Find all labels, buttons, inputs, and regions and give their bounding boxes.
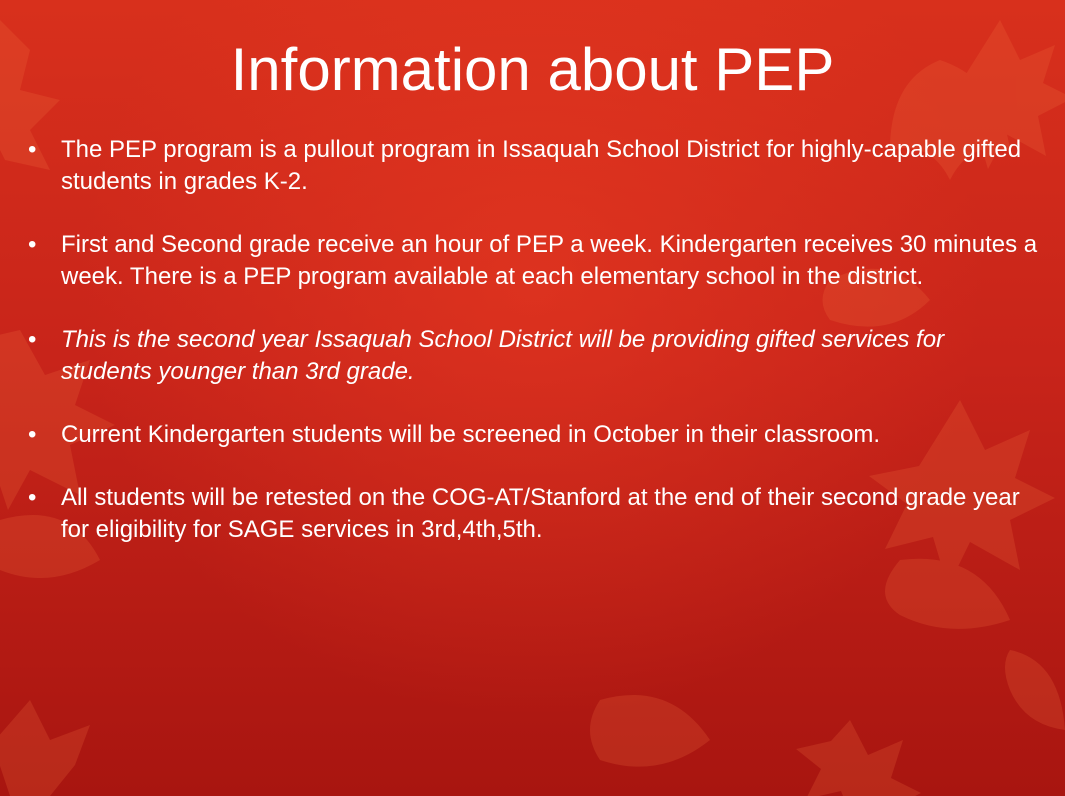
bullet-text: This is the second year Issaquah School District will be providing gifted services for students younger than 3rd grade. [61,326,945,385]
bullet-marker: • [28,421,37,448]
bullet-item [28,324,1038,388]
slide-title: Information about PEP [230,36,835,103]
bullet-text: Current Kindergarten students will be screened in October in their classroom. [61,421,881,448]
bullet-text: First and Second grade receive an hour of PEP a week. Kindergarten receives 30 minutes a week. There is a PEP program available at each elementary school in the district. [61,231,1038,290]
bullet-item [28,229,1038,293]
leaf-icon [1005,650,1065,730]
bullet-text: The PEP program is a pullout program in Issaquah School District for highly-capable gifted students in grades K-2. [61,136,1022,195]
bullet-marker: • [28,136,37,163]
bullet-list [28,134,1038,577]
bullet-marker: • [28,326,37,353]
bullet-item [28,419,1038,451]
bullet-item [28,482,1038,546]
maple-leaf-icon [0,700,90,796]
bullet-marker: • [28,231,37,258]
maple-leaf-icon [796,720,921,796]
leaf-icon [590,695,710,767]
bullet-item [28,134,1038,198]
bullet-marker: • [28,484,37,511]
bullet-text: All students will be retested on the COG-AT/Stanford at the end of their second grade year for eligibility for SAGE services in 3rd,4th,5th. [61,484,1020,543]
